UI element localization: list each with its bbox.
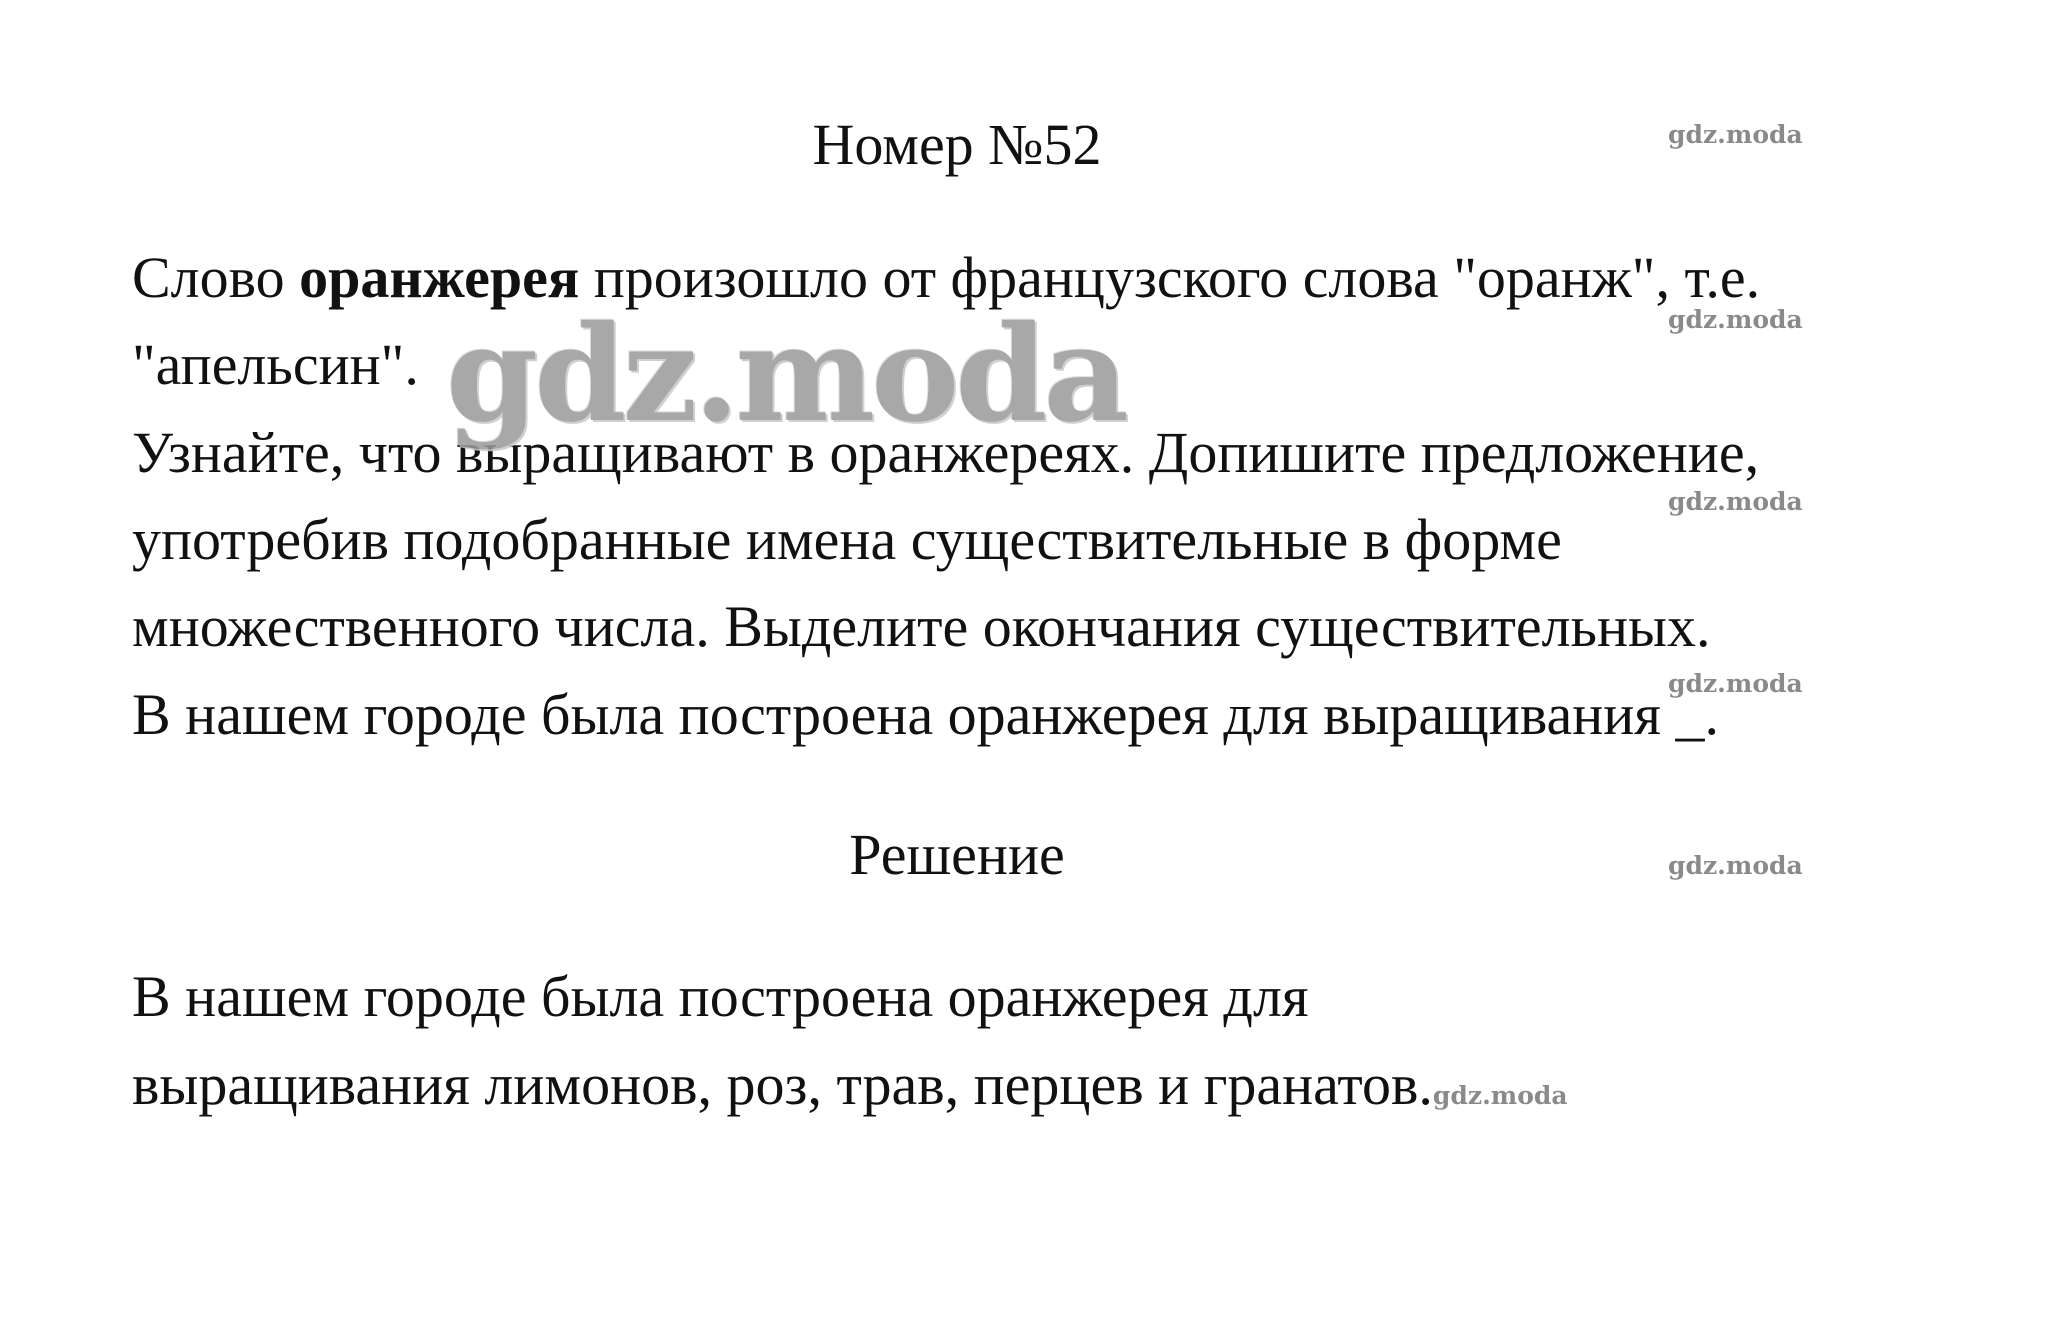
watermark-small: gdz.moda bbox=[1668, 669, 1803, 698]
watermark-small: gdz.moda bbox=[1668, 487, 1803, 516]
task-line-3: Узнайте, что выращивают в оранжереях. Допишите предложение, bbox=[132, 420, 1760, 485]
solution-heading: Решение bbox=[849, 822, 1065, 887]
watermark-large: gdz.moda bbox=[446, 297, 1126, 452]
watermark-small: gdz.moda bbox=[1668, 305, 1803, 334]
task-line-5: множественного числа. Выделите окончания существительных. bbox=[132, 594, 1711, 659]
solution-line-1: В нашем городе была построена оранжерея для bbox=[132, 964, 1309, 1029]
watermark-inline: gdz.moda bbox=[1432, 1081, 1568, 1110]
task-line-1-start: Слово bbox=[132, 245, 300, 310]
page-title: Номер №52 bbox=[812, 112, 1102, 177]
task-line-4: употребив подобранные имена существительные в форме bbox=[132, 507, 1562, 572]
watermark-small: gdz.moda bbox=[1668, 120, 1803, 149]
solution-line-2 bbox=[132, 1050, 1568, 1131]
task-line-6: В нашем городе была построена оранжерея для выращивания _. bbox=[132, 682, 1719, 747]
watermark-small: gdz.moda bbox=[1668, 851, 1803, 880]
keyword-bold: оранжерея bbox=[299, 245, 580, 310]
task-line-1-end: произошло от французского слова "оранж", т.е. bbox=[579, 245, 1761, 310]
solution-line-2-text: выращивания лимонов, роз, трав, перцев и гранатов. bbox=[132, 1052, 1433, 1117]
task-line-2: "апельсин". bbox=[132, 332, 419, 397]
